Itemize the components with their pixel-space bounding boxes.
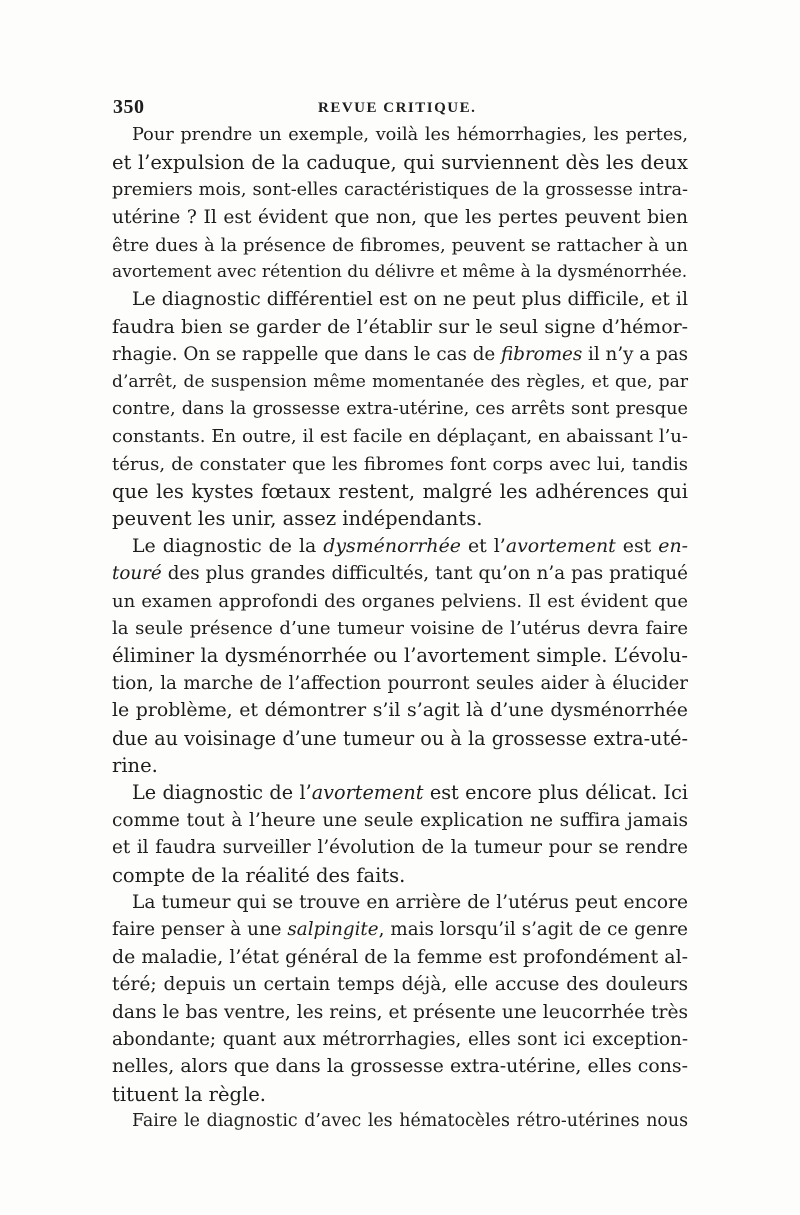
- text-line: [112, 752, 688, 779]
- text-line: [112, 341, 688, 368]
- page-header: [113, 96, 688, 122]
- text-segment: Le diagnostic de l’: [132, 781, 312, 805]
- text-line: [112, 834, 688, 861]
- text-line: [112, 478, 688, 505]
- text-segment: d’arrêt, de suspension même momentanée des règles, et que, par: [112, 371, 688, 392]
- text-line: [112, 451, 688, 478]
- text-segment: compte de la réalité des faits.: [112, 863, 406, 887]
- text-line: [112, 944, 688, 971]
- text-segment: de maladie, l’état général de la femme est profondément al-: [112, 945, 688, 968]
- text-line: [112, 122, 688, 149]
- text-segment: un examen approfondi des organes pelviens. Il est évident que: [112, 590, 688, 612]
- text-line: [112, 369, 688, 396]
- text-line: [112, 423, 688, 450]
- text-line: [112, 505, 688, 532]
- text-line: [112, 889, 688, 916]
- italic-text: touré: [112, 563, 162, 585]
- text-line: [112, 642, 688, 669]
- text-line: [112, 670, 688, 697]
- text-line: [112, 1026, 688, 1053]
- text-line: [112, 697, 688, 724]
- text-segment: et il faudra surveiller l’évolution de la tumeur pour se rendre: [112, 837, 688, 859]
- text-line: [112, 232, 688, 259]
- text-line: [112, 725, 688, 752]
- text-segment: Le diagnostic différentiel est on ne peut plus difficile, et il: [132, 288, 688, 311]
- text-segment: faire penser à une: [112, 919, 288, 941]
- text-segment: La tumeur qui se trouve en arrière de l’utérus peut encore: [132, 891, 688, 913]
- text-segment: téré; depuis un certain temps déjà, elle accuse des douleurs: [112, 974, 688, 996]
- running-title: REVUE CRITIQUE.: [318, 100, 477, 116]
- text-segment: avortement avec rétention du délivre et même à la dysménorrhée.: [112, 261, 688, 282]
- text-segment: que les kystes fœtaux restent, malgré les adhérences qui: [112, 480, 688, 504]
- italic-text: salpingite: [287, 919, 379, 941]
- text-line: [112, 286, 688, 313]
- text-line: [112, 149, 688, 176]
- text-segment: constants. En outre, il est facile en déplaçant, en abaissant l’u-: [112, 426, 688, 448]
- text-line: [112, 314, 688, 341]
- text-segment: le problème, et démontrer s’il s’agit là d’une dysménorrhée: [112, 699, 688, 722]
- text-segment: des plus grandes difficultés, tant qu’on n’a pas pratiqué: [161, 563, 688, 585]
- text-segment: peuvent les unir, assez indépendants.: [112, 507, 483, 531]
- text-segment: est encore plus délicat. Ici: [423, 781, 688, 805]
- text-line: [112, 615, 688, 642]
- text-segment: il n’y a pas: [582, 344, 688, 366]
- text-segment: et l’: [460, 534, 506, 557]
- text-segment: tituent la règle.: [112, 1082, 266, 1106]
- text-segment: rine.: [112, 753, 158, 777]
- text-line: [112, 807, 688, 834]
- text-line: [112, 1081, 688, 1108]
- text-segment: utérine ? Il est évident que non, que les pertes peuvent bien: [112, 207, 688, 229]
- text-line: [112, 779, 688, 806]
- text-segment: Le diagnostic de la: [132, 534, 324, 557]
- text-line: [112, 177, 688, 204]
- text-segment: rhagie. On se rappelle que dans le cas de: [112, 344, 502, 366]
- text-segment: et l’expulsion de la caduque, qui surviennent dès les deux: [112, 151, 688, 175]
- text-line: [112, 560, 688, 587]
- text-segment: nelles, alors que dans la grossesse extra-utérine, elles cons-: [112, 1055, 688, 1078]
- text-line: [112, 533, 688, 560]
- text-segment: térus, de constater que les fibromes font corps avec lui, tandis: [112, 453, 688, 475]
- italic-text: avortement: [505, 534, 616, 557]
- text-segment: contre, dans la grossesse extra-utérine, ces arrêts sont presque: [112, 398, 688, 419]
- text-segment: due au voisinage d’une tumeur ou à la grossesse extra-uté-: [112, 726, 688, 750]
- text-segment: faudra bien se garder de l’établir sur le seul signe d’hémor-: [112, 315, 688, 338]
- italic-text: fibromes: [501, 344, 583, 366]
- text-segment: est: [615, 534, 659, 557]
- text-segment: être dues à la présence de fibromes, peuvent se rattacher à un: [112, 234, 688, 256]
- text-segment: abondante; quant aux métrorrhagies, elles sont ici exception-: [112, 1028, 688, 1050]
- text-segment: Pour prendre un exemple, voilà les hémorrhagies, les pertes,: [132, 125, 688, 145]
- text-line: [112, 999, 688, 1026]
- text-line: [112, 204, 688, 231]
- italic-text: avortement: [311, 781, 424, 805]
- text-line: [112, 1108, 688, 1135]
- text-segment: éliminer la dysménorrhée ou l’avortement simple. L’évolu-: [112, 644, 688, 668]
- text-line: [112, 916, 688, 943]
- text-line: [112, 862, 688, 889]
- italic-text: dysménorrhée: [323, 534, 461, 557]
- page-number: 350: [113, 96, 145, 118]
- text-segment: , mais lorsqu’il s’agit de ce genre: [378, 919, 688, 941]
- text-segment: dans le bas ventre, les reins, et présente une leucorrhée très: [112, 1001, 688, 1023]
- text-line: [112, 588, 688, 615]
- text-segment: tion, la marche de l’affection pourront seules aider à élucider: [112, 672, 688, 694]
- text-line: [112, 396, 688, 423]
- italic-text: en-: [658, 534, 688, 557]
- text-line: [112, 971, 688, 998]
- body-text: [112, 122, 688, 1135]
- text-segment: premiers mois, sont-elles caractéristiques de la grossesse intra-: [112, 179, 688, 200]
- text-line: [112, 1053, 688, 1080]
- text-segment: Faire le diagnostic d’avec les hématocèles rétro-utérines nous: [132, 1111, 688, 1132]
- text-line: [112, 259, 688, 286]
- text-segment: la seule présence d’une tumeur voisine de l’utérus devra faire: [112, 618, 688, 640]
- text-segment: comme tout à l’heure une seule explication ne suffira jamais: [112, 809, 688, 831]
